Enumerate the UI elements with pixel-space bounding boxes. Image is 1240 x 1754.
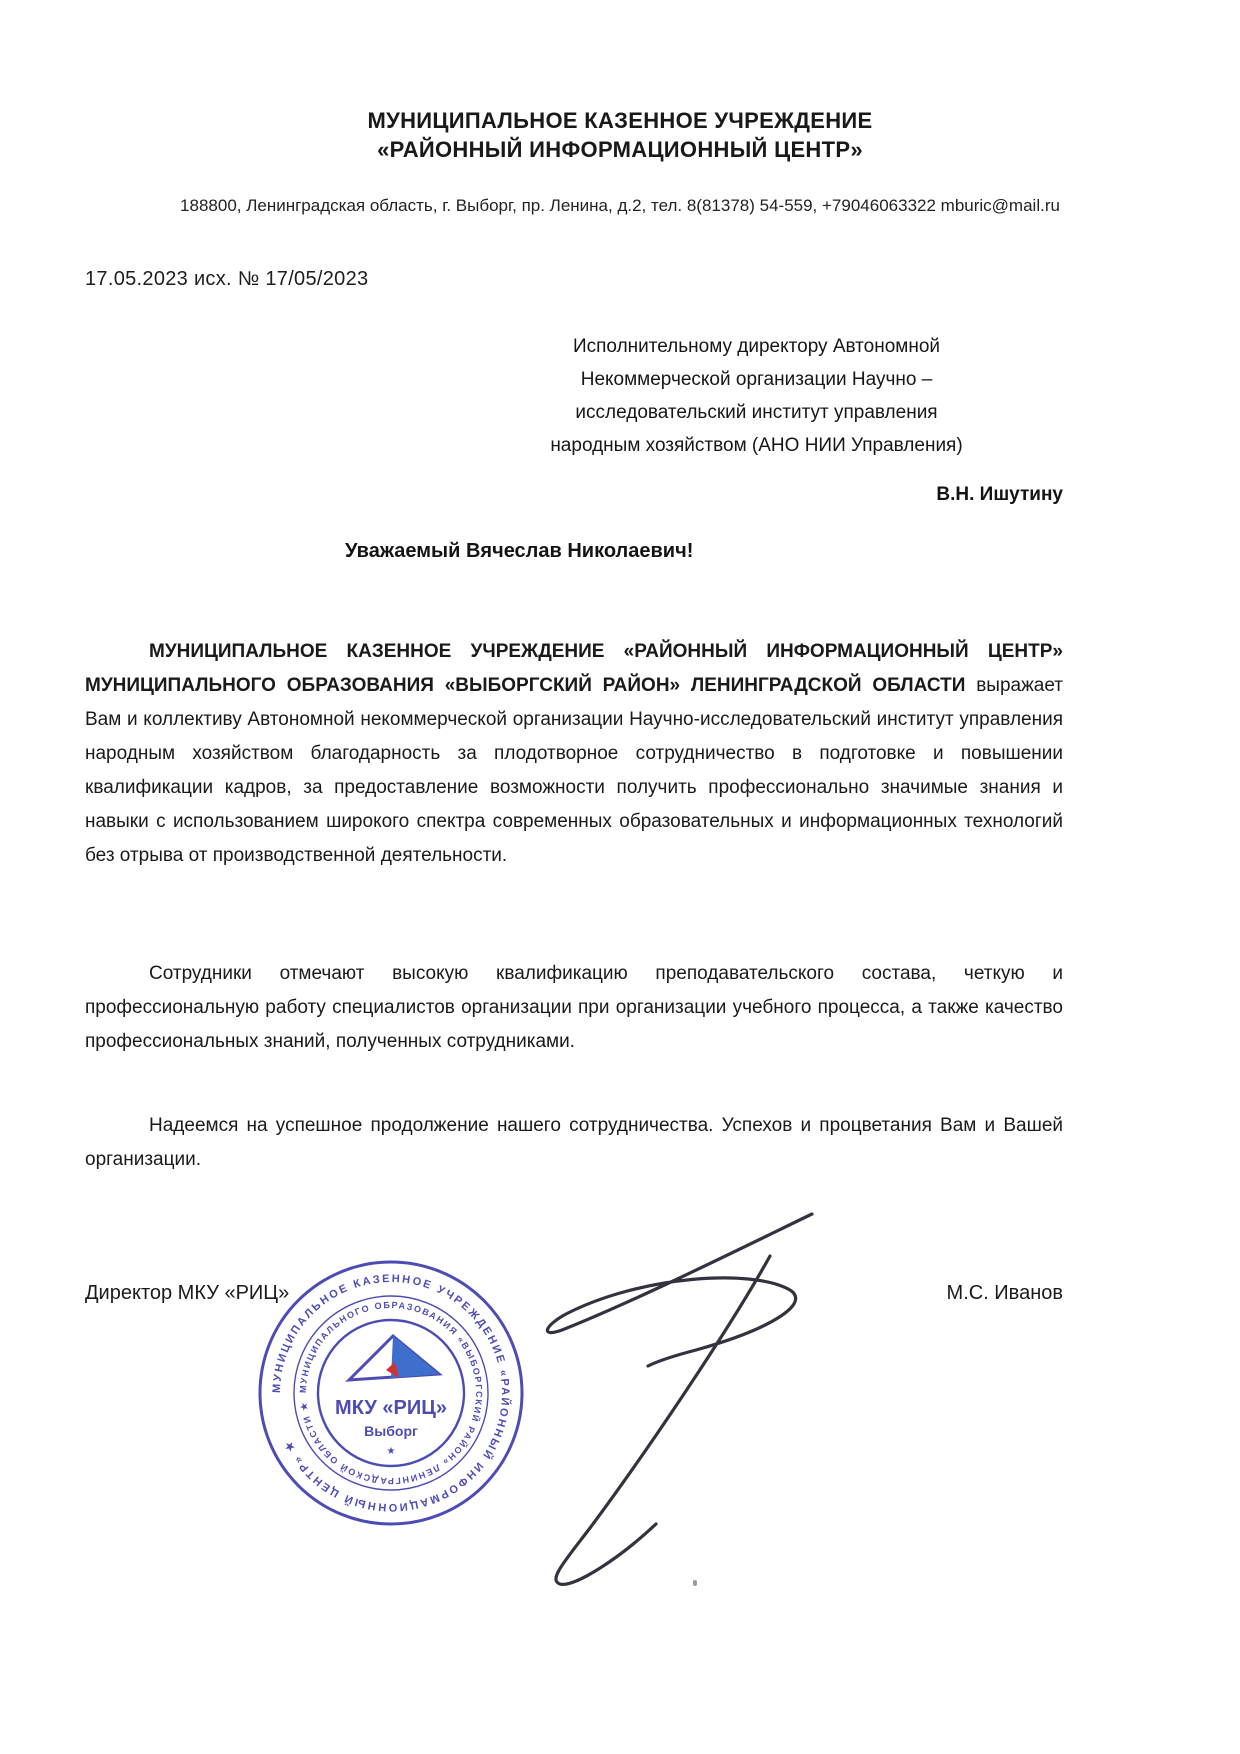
date-outgoing-number: 17.05.2023 исх. № 17/05/2023: [85, 268, 369, 290]
body-paragraph-1-rest: выражает Вам и коллективу Автономной некоммерческой организации Научно-исследовательский институт управления народным хозяйством благодарность за плодотворное сотрудничество в подготовке и повышении квалификации кадров, за предоставление возможности получить профессионально значимые знания и навыки с использованием широкого спектра современных образовательных и информационных технологий без отрыва от производственной деятельности.: [85, 675, 1064, 866]
svg-text:МУНИЦИПАЛЬНОГО ОБРАЗОВАНИЯ «ВЫ: [298, 1300, 484, 1486]
recipient-line: Исполнительному директору Автономной: [572, 336, 941, 357]
signer-title: Директор МКУ «РИЦ»: [85, 1282, 290, 1304]
body-paragraph-2: Сотрудники отмечают высокую квалификацию преподавательского состава, четкую и профессиональную работу специалистов организации при организации учебного процесса, а также качество профессиональных знаний, полученных сотрудниками.: [85, 963, 1063, 1052]
org-header: [0, 106, 1240, 164]
scan-artifact-speck: [693, 1580, 697, 1586]
body-paragraph-3: Надеемся на успешное продолжение нашего сотрудничества. Успехов и процветания Вам и Вашей организации.: [85, 1115, 1063, 1170]
org-name-line1: МУНИЦИПАЛЬНОЕ КАЗЕННОЕ УЧРЕЖДЕНИЕ: [367, 108, 873, 133]
stamp-center-line1: МКУ «РИЦ»: [335, 1397, 447, 1419]
recipient-name: В.Н. Ишутину: [936, 484, 1063, 505]
body-paragraph-1: [85, 635, 1063, 873]
org-name-line2: «РАЙОННЫЙ ИНФОРМАЦИОННЫЙ ЦЕНТР»: [377, 137, 863, 162]
handwritten-signature: [468, 1188, 858, 1608]
org-address: 188800, Ленинградская область, г. Выборг, пр. Ленина, д.2, тел. 8(81378) 54-559, +79046063322 mburic@mail.ru: [180, 196, 1060, 215]
signature-icon: [468, 1188, 858, 1608]
signer-name: М.С. Иванов: [946, 1282, 1063, 1304]
body-paragraph-1-bold: МУНИЦИПАЛЬНОЕ КАЗЕННОЕ УЧРЕЖДЕНИЕ «РАЙОННЫЙ ИНФОРМАЦИОННЫЙ ЦЕНТР» МУНИЦИПАЛЬНОГО ОБРАЗОВАНИЯ «ВЫБОРГСКИЙ РАЙОН» ЛЕНИНГРАДСКОЙ ОБЛАСТИ: [85, 641, 1063, 696]
salutation: Уважаемый Вячеслав Николаевич!: [345, 540, 694, 562]
recipient-block: [450, 330, 1063, 462]
stamp-center-line2: Выборг: [364, 1423, 418, 1439]
stamp-ring-outer-text: МУНИЦИПАЛЬНОЕ КАЗЕННОЕ УЧРЕЖДЕНИЕ «РАЙОННЫЙ ИНФОРМАЦИОННЫЙ ЦЕНТР» ★: [270, 1272, 512, 1514]
recipient-line: исследовательский институт управления: [575, 402, 938, 423]
recipient-line: народным хозяйством (АНО НИИ Управления): [550, 435, 963, 456]
stamp-star: ★: [386, 1446, 396, 1457]
recipient-line: Некоммерческой организации Научно –: [580, 369, 933, 390]
stamp-logo-icon: [349, 1336, 439, 1380]
stamp-ring-inner-text: МУНИЦИПАЛЬНОГО ОБРАЗОВАНИЯ «ВЫБОРГСКИЙ РАЙОН» ЛЕНИНГРАДСКОЙ ОБЛАСТИ ★: [297, 1299, 485, 1487]
